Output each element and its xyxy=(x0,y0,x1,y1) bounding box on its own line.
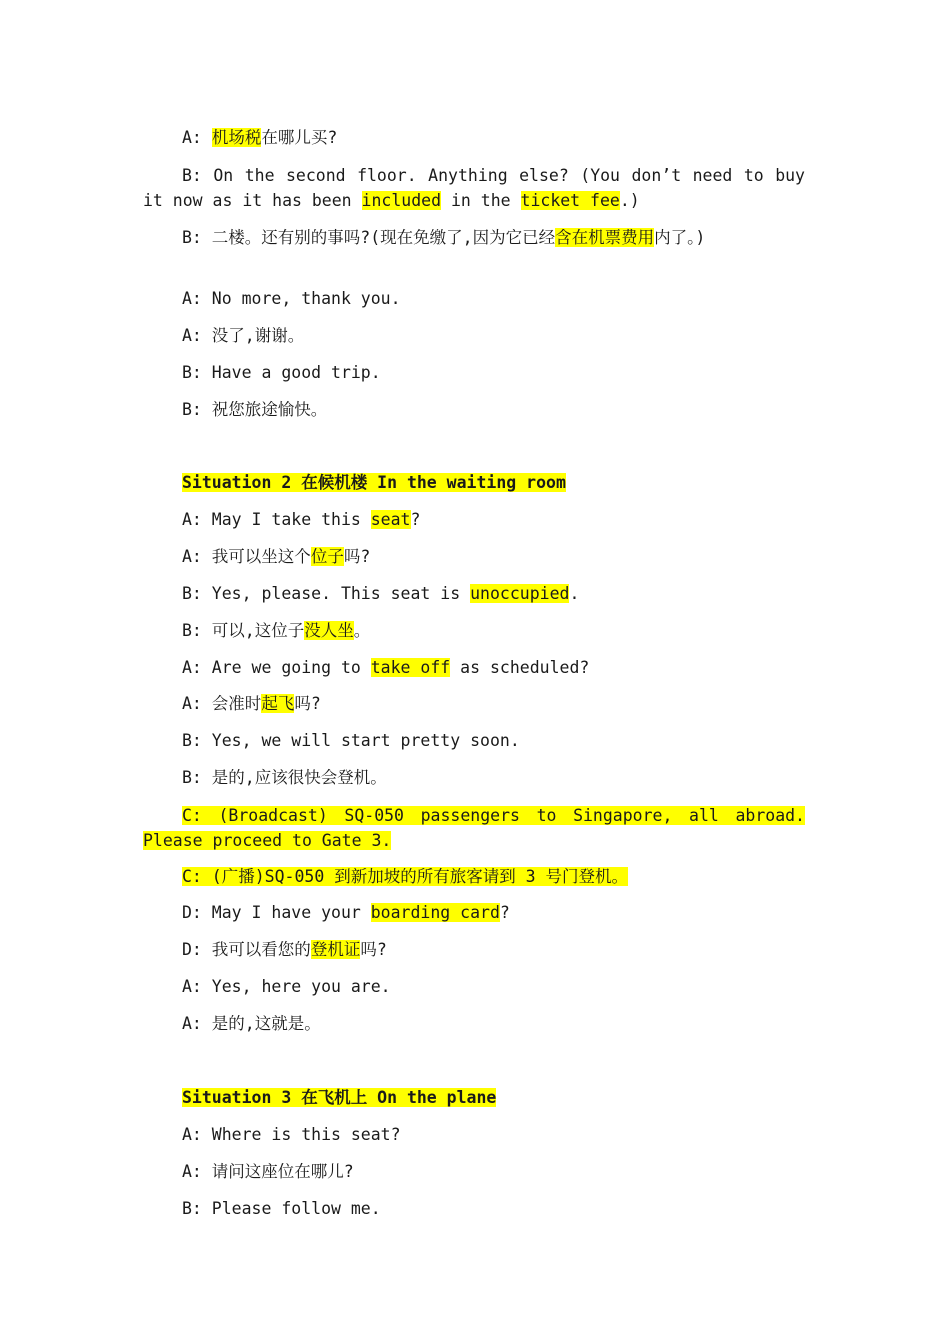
dialogue-line xyxy=(182,693,321,715)
highlighted-term: C: (广播)SQ-050 到新加坡的所有旅客请到 3 号门登机。 xyxy=(182,867,629,886)
highlighted-term: 没人坐 xyxy=(304,621,354,640)
highlighted-term: 起飞 xyxy=(261,694,295,713)
dialogue-line: A: No more, thank you. xyxy=(182,289,401,308)
line-text: A: 我可以坐这个 xyxy=(182,547,311,566)
line-text: D: 我可以看您的 xyxy=(182,940,311,959)
line-text: D: May I have your xyxy=(182,903,371,922)
dialogue-line: B: Yes, we will start pretty soon. xyxy=(182,731,520,750)
dialogue-line xyxy=(182,127,337,149)
broadcast-paragraph xyxy=(143,803,805,853)
line-text: ? xyxy=(499,903,510,922)
line-text: 吗? xyxy=(343,547,371,566)
highlighted-term: unoccupied xyxy=(470,584,570,603)
highlighted-term: 机场税 xyxy=(211,128,262,147)
highlighted-term: included xyxy=(361,191,442,210)
line-text: 。 xyxy=(353,621,371,640)
line-text: B: 二楼。还有别的事吗?(现在免缴了,因为它已经 xyxy=(182,228,556,247)
dialogue-line xyxy=(182,902,510,924)
dialogue-line: A: Where is this seat? xyxy=(182,1125,401,1144)
dialogue-line xyxy=(182,509,420,531)
dialogue-line xyxy=(182,657,589,679)
line-text: B: 可以,这位子 xyxy=(182,621,305,640)
dialogue-line xyxy=(182,939,387,961)
line-text: 在哪儿买? xyxy=(261,128,338,147)
dialogue-line: B: 祝您旅途愉快。 xyxy=(182,400,328,419)
line-text: 吗? xyxy=(360,940,387,959)
highlighted-term: C: (Broadcast) SQ-050 passengers to Singapore, all abroad. Please proceed to Gate 3. xyxy=(143,806,805,850)
highlighted-term: boarding card xyxy=(370,903,500,922)
line-text: ? xyxy=(410,510,421,529)
line-text: A: May I take this xyxy=(182,510,371,529)
broadcast-line xyxy=(182,866,628,888)
highlighted-term: seat xyxy=(370,510,411,529)
highlighted-term: 含在机票费用 xyxy=(555,228,655,247)
dialogue-line: B: 是的,应该很快会登机。 xyxy=(182,768,387,787)
line-text: 内了。) xyxy=(654,228,706,247)
dialogue-line: A: Yes, here you are. xyxy=(182,977,391,996)
dialogue-line: B: Have a good trip. xyxy=(182,363,381,382)
heading-text: Situation 2 在候机楼 In the waiting room xyxy=(182,473,566,492)
dialogue-paragraph xyxy=(143,225,773,250)
highlighted-term: 位子 xyxy=(310,547,344,566)
highlighted-term: 登机证 xyxy=(310,940,361,959)
dialogue-line: A: 是的,这就是。 xyxy=(182,1014,321,1033)
line-text: A: 会准时 xyxy=(182,694,262,713)
line-text: B: On the second floor. Anything else? (You don’t need to buy it now as it has been xyxy=(143,166,805,210)
line-text: A: Are we going to xyxy=(182,658,371,677)
dialogue-line xyxy=(182,546,370,568)
section-heading xyxy=(182,1087,496,1109)
line-text: in the xyxy=(441,191,521,210)
section-heading xyxy=(182,472,566,494)
highlighted-term: take off xyxy=(370,658,451,677)
line-text: 吗? xyxy=(294,694,321,713)
line-text: . xyxy=(569,584,580,603)
speaker-text: A: xyxy=(182,128,212,147)
line-text: as scheduled? xyxy=(450,658,590,677)
highlighted-term: ticket fee xyxy=(520,191,620,210)
dialogue-line xyxy=(182,620,370,642)
dialogue-line xyxy=(182,583,579,605)
heading-text: Situation 3 在飞机上 On the plane xyxy=(182,1088,497,1107)
dialogue-paragraph xyxy=(143,163,805,213)
dialogue-line: A: 请问这座位在哪儿? xyxy=(182,1162,354,1181)
line-text: .) xyxy=(619,191,640,210)
line-text: B: Yes, please. This seat is xyxy=(182,584,471,603)
dialogue-line: A: 没了,谢谢。 xyxy=(182,326,305,345)
dialogue-line: B: Please follow me. xyxy=(182,1199,381,1218)
